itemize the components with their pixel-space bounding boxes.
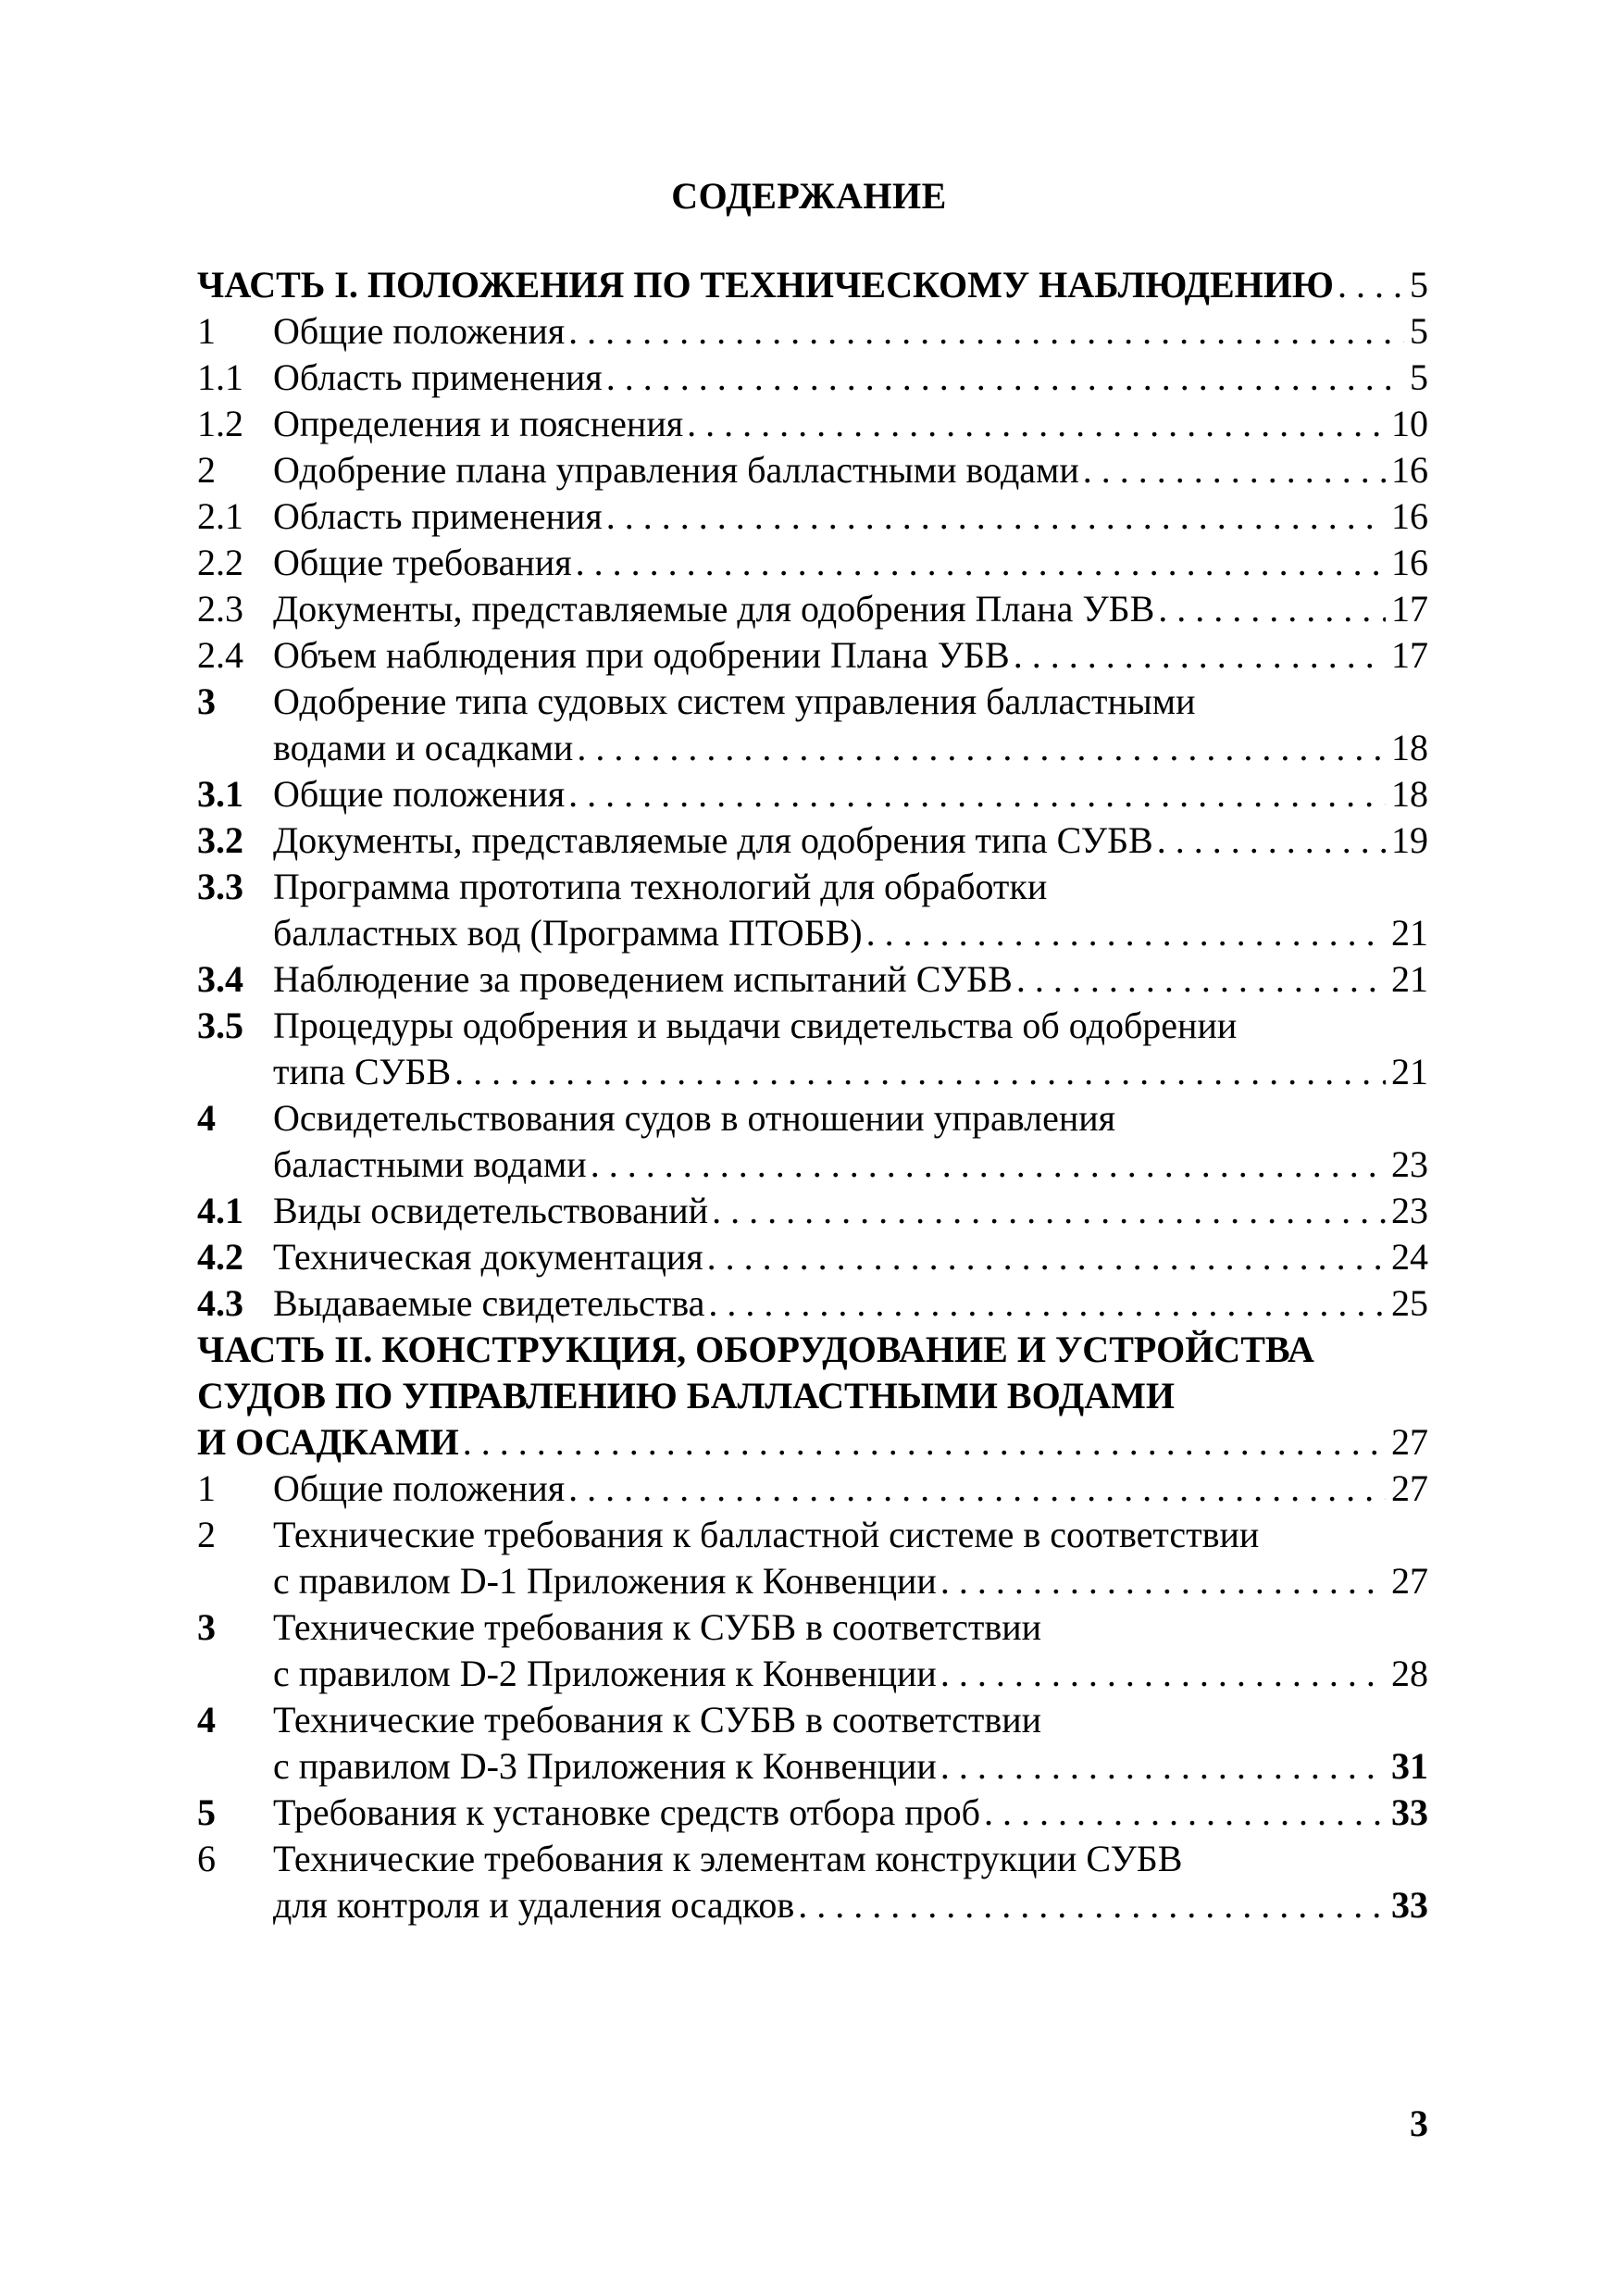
toc-entry-title: типа СУБВ [273, 1051, 452, 1092]
dot-leader [1158, 586, 1386, 632]
toc-entry-title: Технические требования к СУБВ в соответствии [273, 1699, 1042, 1741]
dot-leader [606, 493, 1386, 540]
toc-entry-number: 1.2 [197, 403, 243, 444]
toc-entry[interactable] [197, 1095, 1428, 1188]
dot-leader [798, 1882, 1386, 1928]
toc-entry-title: Документы, представляемые для одобрения Плана УБВ [273, 588, 1155, 630]
toc-entry[interactable] [197, 540, 1428, 586]
toc-entry[interactable] [197, 1188, 1428, 1234]
toc-entry-title: И ОСАДКАМИ [197, 1421, 459, 1463]
toc-entry-number: 4.1 [197, 1190, 243, 1231]
toc-entry[interactable] [197, 1697, 1428, 1790]
toc-entry[interactable] [197, 1790, 1428, 1836]
toc-page-number: 24 [1391, 1236, 1428, 1278]
toc-page-number: 18 [1391, 727, 1428, 768]
toc-entry-title: Определения и пояснения [273, 403, 684, 444]
dot-leader [1083, 447, 1386, 493]
toc-entry-title: Требования к установке средств отбора проб [273, 1791, 981, 1833]
toc-entry-title: с правилом D-3 Приложения к Конвенции [273, 1745, 937, 1787]
toc-page-number: 28 [1391, 1653, 1428, 1694]
toc-entry-number: 2.1 [197, 495, 243, 537]
toc-page-number: 16 [1391, 449, 1428, 491]
dot-leader [454, 1049, 1386, 1095]
toc-entry-number: 2.2 [197, 542, 243, 583]
dot-leader [576, 540, 1386, 586]
toc-page-number: 27 [1391, 1560, 1428, 1602]
page-title: СОДЕРЖАНИЕ [671, 175, 947, 217]
toc-entry-title: Документы, представляемые для одобрения типа СУБВ [273, 819, 1153, 861]
dot-leader [940, 1558, 1386, 1604]
toc-entry[interactable] [197, 493, 1428, 540]
dot-leader [568, 771, 1386, 817]
toc-entry[interactable] [197, 1466, 1428, 1512]
toc-entry[interactable] [197, 1604, 1428, 1697]
toc-page-number: 25 [1391, 1282, 1428, 1324]
toc-page-number: 21 [1391, 912, 1428, 954]
toc-entry-title: Процедуры одобрения и выдачи свидетельства об одобрении [273, 1004, 1238, 1046]
toc-entry-title: Техническая документация [273, 1236, 703, 1278]
toc-entry-number: 3.4 [197, 958, 243, 1000]
toc-entry-number: 3.3 [197, 866, 243, 907]
toc-entry-title: для контроля и удаления осадков [273, 1884, 795, 1926]
toc-entry[interactable] [197, 1234, 1428, 1280]
dot-leader [1016, 956, 1386, 1003]
toc-entry-number: 5 [197, 1791, 216, 1833]
toc-page-number: 23 [1391, 1143, 1428, 1185]
dot-leader [866, 910, 1386, 956]
toc-entry[interactable] [197, 632, 1428, 679]
toc-entry-title: Одобрение типа судовых систем управления балластными [273, 680, 1196, 722]
dot-leader [687, 401, 1386, 447]
toc-entry[interactable] [197, 447, 1428, 493]
toc-part-heading[interactable] [197, 1327, 1428, 1466]
table-of-contents [197, 262, 1428, 1928]
toc-entry-title: Виды освидетельствований [273, 1190, 709, 1231]
toc-entry[interactable] [197, 355, 1428, 401]
toc-entry-title: ЧАСТЬ II. КОНСТРУКЦИЯ, ОБОРУДОВАНИЕ И УСТРОЙСТВА [197, 1329, 1314, 1370]
toc-entry-number: 1 [197, 1467, 216, 1509]
toc-entry-title: Общие положения [273, 310, 566, 352]
toc-entry[interactable] [197, 1836, 1428, 1928]
toc-entry-number: 2.3 [197, 588, 243, 630]
dot-leader [984, 1790, 1386, 1836]
toc-entry-number: 3 [197, 680, 216, 722]
toc-entry[interactable] [197, 1280, 1428, 1327]
toc-entry-title: Технические требования к балластной системе в соответствии [273, 1514, 1260, 1555]
toc-entry-number: 4 [197, 1699, 216, 1741]
toc-page-number: 16 [1391, 495, 1428, 537]
toc-page-number: 5 [1410, 356, 1428, 398]
toc-page-number: 5 [1410, 264, 1428, 306]
dot-leader [568, 1466, 1386, 1512]
toc-entry-title: балластных вод (Программа ПТОБВ) [273, 912, 863, 954]
toc-entry-title: Выдаваемые свидетельства [273, 1282, 705, 1324]
toc-entry-number: 3.2 [197, 819, 243, 861]
dot-leader [708, 1280, 1386, 1327]
dot-leader [577, 725, 1386, 771]
toc-entry-number: 4 [197, 1097, 216, 1139]
toc-part-heading[interactable] [197, 262, 1428, 308]
toc-entry-number: 3 [197, 1606, 216, 1648]
dot-leader [707, 1234, 1386, 1280]
toc-entry-number: 1 [197, 310, 216, 352]
toc-page-number: 21 [1391, 1051, 1428, 1092]
toc-entry-number: 6 [197, 1838, 216, 1879]
toc-entry-number: 3.5 [197, 1004, 243, 1046]
toc-entry-title: Общие положения [273, 1467, 566, 1509]
toc-page-number: 23 [1391, 1190, 1428, 1231]
toc-entry[interactable] [197, 679, 1428, 771]
toc-entry-title: Освидетельствования судов в отношении управления [273, 1097, 1116, 1139]
toc-entry-title: Одобрение плана управления балластными водами [273, 449, 1079, 491]
toc-entry-title: ЧАСТЬ I. ПОЛОЖЕНИЯ ПО ТЕХНИЧЕСКОМУ НАБЛЮДЕНИЮ [197, 264, 1334, 306]
dot-leader [463, 1419, 1386, 1466]
toc-entry[interactable] [197, 771, 1428, 817]
toc-entry-number: 2.4 [197, 634, 243, 676]
toc-entry-number: 2 [197, 1514, 216, 1555]
toc-entry-title: с правилом D-1 Приложения к Конвенции [273, 1560, 937, 1602]
dot-leader [591, 1142, 1386, 1188]
page-number: 3 [1410, 2103, 1428, 2144]
toc-entry-title: Область применения [273, 356, 603, 398]
toc-entry-number: 1.1 [197, 356, 243, 398]
dot-leader [940, 1651, 1386, 1697]
toc-entry-title: Общие положения [273, 773, 566, 815]
toc-page-number: 5 [1410, 310, 1428, 352]
dot-leader [568, 308, 1404, 355]
toc-page-number: 31 [1391, 1745, 1428, 1787]
toc-entry-title: с правилом D-2 Приложения к Конвенции [273, 1653, 937, 1694]
dot-leader [712, 1188, 1386, 1234]
toc-entry-number: 2 [197, 449, 216, 491]
toc-entry-title: Общие требования [273, 542, 572, 583]
toc-entry-title: Область применения [273, 495, 603, 537]
toc-page-number: 27 [1391, 1421, 1428, 1463]
toc-entry[interactable] [197, 817, 1428, 864]
toc-page-number: 16 [1391, 542, 1428, 583]
toc-entry-title: СУДОВ ПО УПРАВЛЕНИЮ БАЛЛАСТНЫМИ ВОДАМИ [197, 1375, 1175, 1416]
toc-entry-number: 3.1 [197, 773, 243, 815]
toc-entry-title: водами и осадками [273, 727, 574, 768]
toc-entry-title: Технические требования к СУБВ в соответствии [273, 1606, 1042, 1648]
toc-entry-title: Технические требования к элементам конструкции СУБВ [273, 1838, 1183, 1879]
toc-page-number: 10 [1391, 403, 1428, 444]
toc-entry[interactable] [197, 401, 1428, 447]
toc-page-number: 27 [1391, 1467, 1428, 1509]
dot-leader [1157, 817, 1386, 864]
toc-page-number: 33 [1391, 1884, 1428, 1926]
toc-entry[interactable] [197, 586, 1428, 632]
toc-page-number: 17 [1391, 588, 1428, 630]
toc-page-number: 19 [1391, 819, 1428, 861]
toc-page-number: 18 [1391, 773, 1428, 815]
toc-entry-title: баластными водами [273, 1143, 587, 1185]
toc-page-number: 33 [1391, 1791, 1428, 1833]
dot-leader [1338, 262, 1404, 308]
toc-entry[interactable] [197, 864, 1428, 956]
toc-entry-number: 4.2 [197, 1236, 243, 1278]
toc-entry[interactable] [197, 956, 1428, 1003]
toc-entry[interactable] [197, 1512, 1428, 1604]
dot-leader [940, 1743, 1386, 1790]
dot-leader [606, 355, 1404, 401]
toc-entry-number: 4.3 [197, 1282, 243, 1324]
dot-leader [1014, 632, 1386, 679]
toc-entry-title: Наблюдение за проведением испытаний СУБВ [273, 958, 1013, 1000]
toc-page-number: 21 [1391, 958, 1428, 1000]
toc-entry[interactable] [197, 1003, 1428, 1095]
toc-entry[interactable] [197, 308, 1428, 355]
toc-entry-title: Объем наблюдения при одобрении Плана УБВ [273, 634, 1010, 676]
toc-entry-title: Программа прототипа технологий для обработки [273, 866, 1048, 907]
toc-page-number: 17 [1391, 634, 1428, 676]
